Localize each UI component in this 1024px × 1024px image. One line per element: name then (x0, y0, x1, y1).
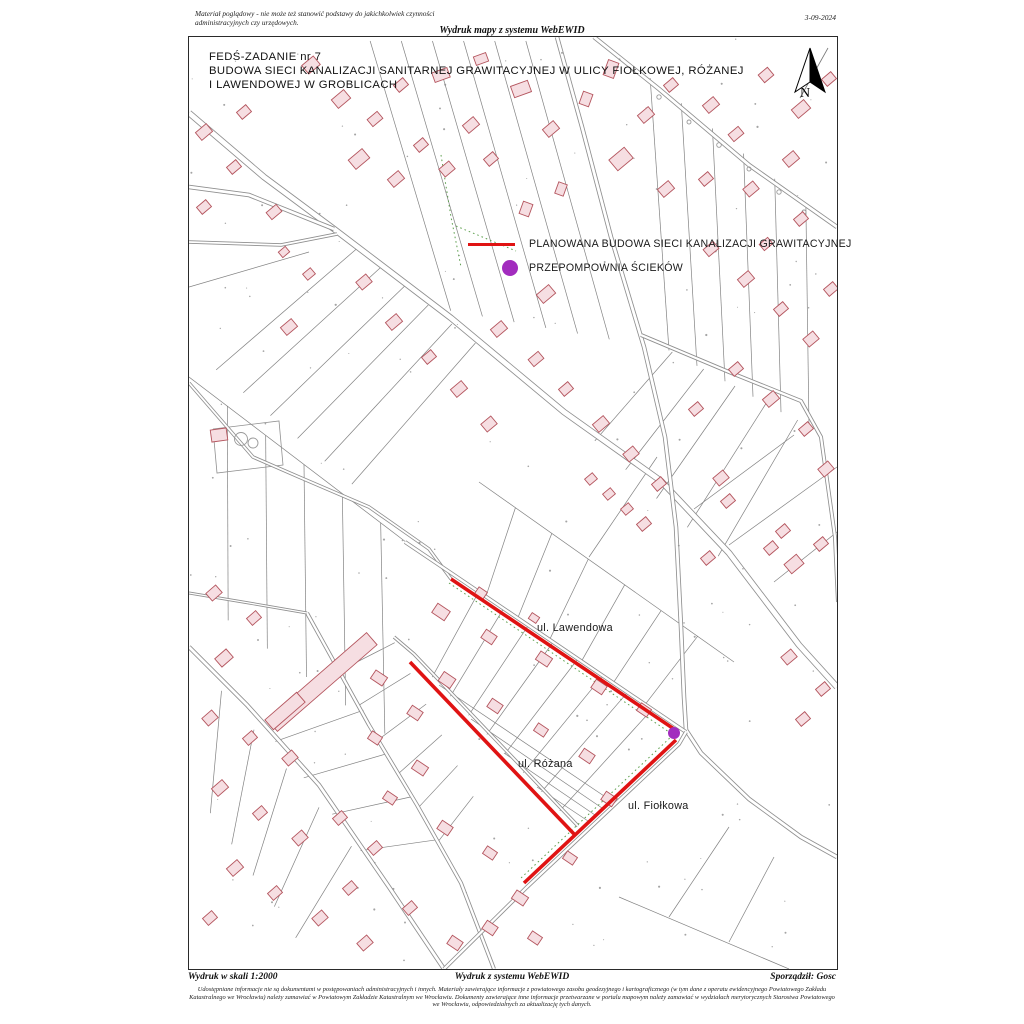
footer-fine-print: Udostępniane informacje nie są dokumentami w postępowaniach administracyjnych i innych. Materiały zawierające informacje z powiatowego zasobu geodezyjnego i kartograficznego (w tym dane z operatu ewidencyjnego Powiatowego Zakładu Katastralnego we Wrocławiu) należy zamawiać w Powiatowym Zakładzie Katastralnym we Wrocławiu. Dokumenty zawierające inne informacje przetwarzane w portalu mapowym należy zamawiać w wydziałach merytorycznych Starostwa Powiatowego we Wrocławiu, odpowiedzialnych za aktualizację tych danych. (189, 986, 835, 1009)
map-speck (593, 945, 594, 946)
tree-icon (777, 190, 781, 194)
map-speck (493, 837, 495, 839)
building (623, 446, 639, 462)
map-speck (271, 901, 273, 903)
map-speck (257, 639, 259, 641)
map-speck (490, 441, 491, 442)
building (559, 382, 574, 397)
map-speck (261, 204, 263, 206)
building (210, 428, 228, 442)
building (781, 649, 797, 665)
parcel-boundary (304, 753, 388, 777)
building (603, 488, 616, 501)
map-speck (382, 297, 383, 298)
map-speck (454, 327, 456, 329)
building (268, 886, 283, 901)
cadastral-map[interactable] (189, 37, 837, 969)
building (555, 182, 568, 196)
header-disclaimer-line2: administracyjnych czy urzędowych. (195, 17, 299, 27)
building (462, 117, 479, 134)
map-speck (672, 678, 673, 679)
map-speck (528, 828, 529, 829)
parcel-boundary (518, 533, 552, 618)
building (579, 91, 593, 107)
building (774, 302, 789, 317)
map-speck (679, 439, 681, 441)
map-speck (265, 423, 267, 425)
parcel-boundary (296, 846, 352, 938)
building (818, 461, 834, 477)
building (439, 161, 455, 177)
map-speck (756, 126, 758, 128)
tree-icon (717, 143, 722, 148)
map-speck (345, 754, 346, 755)
building (481, 416, 497, 432)
street-label: ul. Fiołkowa (628, 800, 689, 812)
map-speck (533, 317, 534, 318)
parcel-boundary (381, 523, 385, 734)
parcel-boundary (729, 857, 774, 942)
map-canvas[interactable] (188, 36, 852, 970)
parcel-boundary (718, 420, 798, 556)
road-fill (189, 593, 307, 613)
map-speck (794, 604, 796, 606)
map-speck (457, 324, 458, 325)
map-speck (701, 889, 702, 890)
map-speck (647, 510, 648, 511)
map-speck (722, 814, 724, 816)
building (519, 201, 533, 217)
map-speck (649, 662, 650, 663)
parcel-boundary (775, 179, 781, 412)
parcel-boundary (479, 482, 734, 662)
building (226, 860, 243, 877)
map-speck (217, 799, 218, 800)
building (764, 541, 779, 556)
parcel-boundary (650, 78, 669, 350)
map-speck (225, 223, 226, 224)
building (799, 422, 814, 437)
map-speck (737, 307, 738, 308)
map-title-block (209, 50, 744, 92)
map-speck (722, 612, 723, 613)
map-speck (307, 292, 308, 293)
map-speck (576, 715, 578, 717)
map-speck (526, 178, 527, 179)
building (437, 820, 453, 836)
sewage-pump-station-marker (668, 727, 680, 739)
planned-sewer-line-lawendowa (451, 579, 674, 729)
building (534, 723, 549, 737)
street-label: ul. Różana (518, 758, 573, 770)
map-speck (565, 520, 567, 522)
building (387, 171, 404, 188)
map-speck (404, 922, 406, 924)
map-speck (532, 859, 534, 861)
map-speck (466, 892, 467, 893)
map-speck (785, 932, 787, 934)
north-label: N (800, 86, 811, 101)
building (253, 806, 268, 821)
building (657, 181, 674, 198)
map-speck (192, 78, 193, 79)
building (211, 780, 228, 797)
map-speck (299, 672, 301, 674)
map-speck (230, 545, 232, 547)
building (203, 911, 218, 926)
building (227, 160, 242, 175)
map-speck (813, 670, 814, 671)
map-speck (673, 362, 674, 363)
map-speck (754, 312, 755, 313)
map-speck (772, 946, 773, 947)
building (411, 760, 428, 776)
parcel-boundary (189, 252, 309, 287)
building (312, 910, 328, 926)
building (370, 670, 387, 686)
map-speck (694, 636, 696, 638)
map-speck (678, 545, 680, 547)
map-speck (190, 574, 192, 576)
building (490, 321, 507, 338)
parcel-boundary (619, 897, 789, 969)
parcel-boundary (304, 465, 307, 678)
building (579, 748, 595, 764)
building (511, 890, 528, 906)
building (331, 90, 350, 109)
map-speck (796, 261, 797, 262)
map-speck (374, 862, 376, 864)
map-speck (453, 278, 455, 280)
parcel-boundary (450, 609, 503, 697)
map-speck (736, 208, 737, 209)
parcel-boundary (505, 659, 578, 754)
map-speck (232, 879, 233, 880)
map-speck (439, 107, 441, 109)
building (197, 200, 212, 215)
map-speck (342, 125, 343, 126)
map-speck (269, 688, 270, 689)
street-label: ul. Lawendowa (537, 622, 613, 634)
map-title-line1: FEDŚ-ZADANIE nr 7 (209, 51, 322, 63)
building (280, 319, 297, 336)
building (243, 731, 258, 746)
building (585, 473, 598, 486)
map-speck (626, 124, 627, 125)
map-speck (321, 463, 322, 464)
map-speck (727, 660, 729, 662)
map-speck (628, 748, 630, 750)
building (348, 149, 370, 170)
building (535, 651, 552, 667)
road-line (189, 383, 451, 579)
map-speck (434, 549, 436, 551)
building (450, 381, 467, 398)
map-speck (443, 128, 445, 130)
building (367, 111, 383, 126)
map-speck (684, 879, 685, 880)
header-disclaimer-line1: Materiał poglądowy - nie może też stanowić podstawy do jakichkolwiek czynności (195, 9, 435, 18)
planned-sewer-legend-label: PLANOWANA BUDOWA SIECI KANALIZACJI GRAWITACYJNEJ (529, 238, 852, 250)
map-speck (403, 960, 405, 962)
building (728, 126, 744, 141)
map-speck (596, 735, 598, 737)
map-speck (314, 731, 315, 732)
building (737, 271, 754, 288)
map-speck (815, 273, 816, 274)
building (292, 830, 308, 846)
map-speck (407, 156, 409, 158)
utility-dashed-line (456, 226, 516, 251)
parcel-boundary (437, 796, 473, 842)
map-speck (278, 907, 279, 908)
building (432, 603, 451, 621)
map-speck (346, 204, 348, 206)
building (237, 105, 252, 120)
map-speck (749, 720, 751, 722)
map-speck (606, 704, 607, 705)
building (482, 920, 498, 936)
map-speck (586, 719, 588, 721)
building (195, 124, 212, 141)
map-speck (572, 924, 573, 925)
map-speck (190, 172, 192, 174)
building (784, 554, 804, 573)
map-speck (825, 161, 827, 163)
map-speck (212, 477, 214, 479)
map-speck (418, 521, 419, 522)
map-speck (343, 468, 345, 470)
map-speck (246, 288, 247, 289)
building (701, 551, 716, 566)
building (303, 268, 316, 281)
map-speck (742, 568, 744, 570)
map-speck (289, 626, 290, 627)
building (528, 351, 544, 366)
map-speck (574, 153, 575, 154)
parcel-boundary (613, 611, 661, 683)
map-speck (445, 271, 446, 272)
map-speck (247, 538, 249, 540)
map-speck (639, 614, 641, 616)
map-speck (215, 576, 216, 577)
planned-sewer-line-rozana (410, 662, 574, 834)
building (816, 682, 831, 697)
building (609, 147, 633, 171)
map-speck (478, 738, 480, 740)
parcel-boundary (542, 692, 628, 791)
building (782, 151, 799, 168)
map-speck (797, 195, 798, 196)
building (592, 416, 609, 433)
map-speck (358, 572, 360, 574)
parcel-boundary (687, 403, 766, 527)
map-speck (263, 350, 265, 352)
map-speck (700, 858, 701, 859)
pump-station-legend-label: PRZEPOMPOWNIA ŚCIEKÓW (529, 262, 684, 274)
planned-sewer-legend-swatch (468, 243, 515, 246)
map-speck (549, 570, 551, 572)
tree-icon (248, 438, 258, 448)
map-speck (310, 367, 311, 368)
map-speck (348, 353, 349, 354)
building (368, 841, 383, 856)
building (282, 750, 298, 766)
map-speck (737, 803, 738, 804)
map-speck (603, 939, 604, 940)
map-speck (315, 616, 316, 617)
footer-scale: Wydruk w skali 1:2000 (188, 972, 278, 982)
building (637, 517, 652, 532)
map-speck (509, 862, 510, 863)
building (278, 246, 289, 257)
building (385, 314, 402, 331)
map-speck (335, 304, 337, 306)
building (776, 524, 791, 539)
map-speck (249, 296, 251, 298)
map-speck (418, 542, 420, 544)
road-fill (189, 383, 451, 579)
parcel-boundary (669, 827, 729, 917)
map-speck (527, 465, 529, 467)
parcel-boundary (486, 508, 516, 597)
map-speck (408, 639, 410, 641)
map-speck (402, 540, 403, 541)
map-speck (754, 103, 756, 105)
map-speck (385, 577, 387, 579)
map-title-line3: I LAWENDOWEJ W GROBLICACH (209, 79, 398, 91)
footer-author: Sporządził: Gosc (770, 972, 836, 982)
building (528, 931, 543, 945)
building (702, 97, 719, 114)
map-speck (705, 334, 707, 336)
building (215, 649, 234, 667)
map-speck (818, 524, 820, 526)
map-speck (784, 901, 785, 902)
map-speck (221, 404, 222, 405)
map-speck (319, 213, 321, 215)
map-speck (223, 104, 225, 106)
parcel-boundary (694, 435, 794, 509)
map-speck (711, 603, 713, 605)
building (796, 712, 811, 727)
map-speck (516, 205, 517, 206)
parcel-boundary (681, 103, 697, 366)
map-speck (683, 622, 685, 624)
parcel-boundary (774, 532, 837, 582)
map-speck (317, 670, 319, 672)
map-speck (392, 888, 394, 890)
map-speck (808, 307, 810, 309)
north-arrow-icon (788, 46, 834, 108)
pump-station-legend-swatch (502, 260, 518, 276)
parcel-boundary (332, 797, 412, 815)
building (824, 282, 837, 297)
building (414, 138, 429, 153)
map-speck (735, 39, 736, 40)
map-speck (225, 287, 227, 289)
building (487, 698, 503, 714)
map-speck (610, 690, 612, 692)
building (758, 67, 774, 82)
building (621, 503, 634, 516)
road-line (189, 187, 334, 229)
footer-system: Wydruk z systemu WebEWID (454, 972, 570, 982)
parcel-boundary (645, 636, 697, 704)
map-speck (828, 804, 830, 806)
parcel-boundary (253, 769, 287, 876)
building (422, 350, 437, 365)
building (689, 402, 704, 417)
map-speck (354, 133, 356, 135)
map-speck (616, 438, 618, 440)
building (483, 846, 498, 860)
map-speck (371, 821, 372, 822)
map-speck (599, 887, 601, 889)
map-speck (739, 819, 741, 821)
map-speck (338, 691, 339, 692)
parcel-boundary (232, 730, 254, 845)
map-speck (658, 886, 660, 888)
map-speck (789, 284, 791, 286)
map-speck (740, 447, 742, 449)
map-speck (749, 624, 750, 625)
map-speck (555, 323, 556, 324)
map-speck (533, 664, 535, 666)
map-title-line2: BUDOWA SIECI KANALIZACJI SANITARNEJ GRAWITACYJNEJ W ULICY FIOŁKOWEJ, RÓŻANEJ (209, 65, 744, 77)
building (447, 935, 463, 951)
map-speck (641, 738, 643, 740)
map-speck (723, 657, 725, 659)
map-speck (314, 762, 315, 763)
tree-icon (657, 95, 661, 99)
map-speck (684, 934, 686, 936)
map-speck (410, 371, 412, 373)
building (536, 285, 555, 304)
building (803, 331, 819, 347)
building (247, 611, 262, 626)
parcel-boundary (712, 128, 725, 381)
map-speck (633, 391, 635, 393)
map-speck (794, 430, 796, 432)
building (721, 494, 736, 509)
building (202, 710, 218, 726)
map-speck (383, 539, 385, 541)
map-speck (686, 289, 688, 291)
building (407, 705, 423, 721)
building (357, 935, 373, 951)
map-speck (220, 328, 221, 329)
building (542, 121, 559, 138)
header-title: Wydruk mapy z systemu WebEWID (439, 25, 585, 36)
building (343, 881, 358, 896)
map-speck (339, 241, 340, 242)
building (699, 172, 714, 187)
map-speck (373, 908, 375, 910)
print-date: 3-09-2024 (804, 13, 836, 22)
map-speck (567, 614, 569, 616)
map-speck (459, 255, 460, 256)
map-speck (400, 359, 401, 360)
map-speck (647, 861, 648, 862)
map-speck (252, 925, 254, 927)
tree-icon (687, 120, 691, 124)
utility-dashed-line (449, 583, 669, 732)
